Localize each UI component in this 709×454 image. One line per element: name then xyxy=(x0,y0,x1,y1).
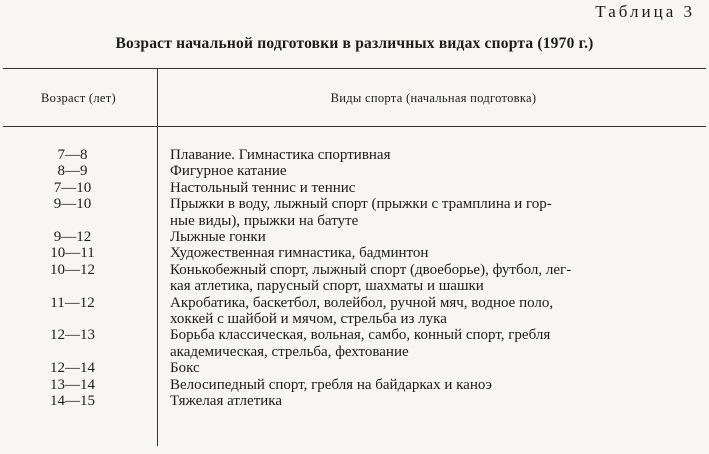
table-row xyxy=(0,377,709,393)
sports-line: Борьба классическая, вольная, самбо, конный спорт, гребля xyxy=(170,327,551,344)
table-row xyxy=(0,393,709,409)
sports-cell xyxy=(157,245,709,261)
table-row xyxy=(0,245,709,261)
sports-cell xyxy=(157,360,709,376)
table-row xyxy=(0,327,709,360)
age-cell: 9—12 xyxy=(53,229,92,246)
table-row xyxy=(0,196,709,229)
sports-line: Бокс xyxy=(170,360,200,377)
table-row xyxy=(0,360,709,376)
sports-cell xyxy=(157,295,709,328)
table-row xyxy=(0,147,709,163)
sports-line: Велосипедный спорт, гребля на байдарках и каноэ xyxy=(170,376,492,393)
sports-cell xyxy=(157,377,709,393)
sports-cell xyxy=(157,163,709,179)
sports-line: Фигурное катание xyxy=(170,163,287,180)
age-cell: 9—10 xyxy=(53,196,92,213)
sports-line: Прыжки в воду, лыжный спорт (прыжки с трамплина и гор- xyxy=(170,196,552,213)
sports-cell xyxy=(157,229,709,245)
sports-line: хоккей с шайбой и мячом, стрельба из лука xyxy=(170,311,447,328)
table-body xyxy=(0,147,709,410)
sports-line: Акробатика, баскетбол, волейбол, ручной мяч, водное поло, xyxy=(170,294,554,311)
sports-cell xyxy=(157,180,709,196)
sports-cell xyxy=(157,393,709,409)
age-cell: 12—14 xyxy=(50,360,95,377)
age-cell: 11—12 xyxy=(50,294,95,311)
sports-cell xyxy=(157,327,709,360)
sports-line: Тяжелая атлетика xyxy=(170,393,283,410)
age-cell: 14—15 xyxy=(50,393,95,410)
sports-cell xyxy=(157,147,709,163)
sports-cell xyxy=(157,262,709,295)
sports-line: академическая, стрельба, фехтование xyxy=(170,343,409,360)
table-row xyxy=(0,295,709,328)
table-row xyxy=(0,163,709,179)
age-cell: 10—12 xyxy=(50,261,95,278)
age-cell: 12—13 xyxy=(50,327,95,344)
table-row xyxy=(0,180,709,196)
table-row xyxy=(0,262,709,295)
table-top-rule xyxy=(3,68,706,69)
age-cell: 8—9 xyxy=(57,163,88,180)
age-cell: 7—10 xyxy=(53,179,92,196)
column-header-age: Возраст (лет) xyxy=(41,91,116,105)
age-cell: 10—11 xyxy=(50,245,95,262)
table-title: Возраст начальной подготовки в различных видах спорта (1970 г.) xyxy=(115,35,594,52)
table-row xyxy=(0,229,709,245)
table-number-label: Таблица 3 xyxy=(595,2,695,21)
age-cell: 13—14 xyxy=(50,376,95,393)
sports-line: Конькобежный спорт, лыжный спорт (двоеборье), футбол, лег- xyxy=(170,261,572,278)
sports-line: Художественная гимнастика, бадминтон xyxy=(170,245,429,262)
sports-line: Плавание. Гимнастика спортивная xyxy=(170,147,391,163)
sports-line: кая атлетика, парусный спорт, шахматы и шашки xyxy=(170,278,484,295)
age-cell: 7—8 xyxy=(57,147,88,163)
sports-line: Лыжные гонки xyxy=(170,229,266,246)
column-header-sports: Виды спорта (начальная подготовка) xyxy=(330,91,537,105)
sports-cell xyxy=(157,196,709,229)
table-header-rule xyxy=(3,126,706,127)
sports-line: Настольный теннис и теннис xyxy=(170,179,356,196)
sports-line: ные виды), прыжки на батуте xyxy=(170,212,359,229)
